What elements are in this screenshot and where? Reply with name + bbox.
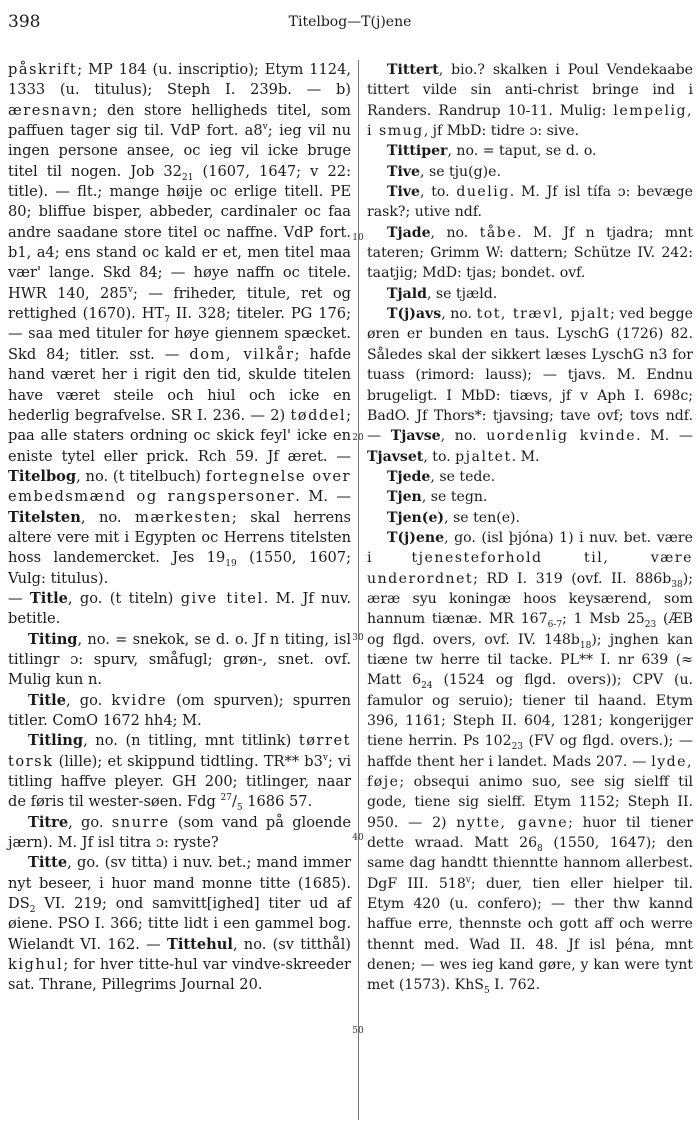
dictionary-entry: Titling, no. (n titling, mnt titlink) tørret torsk (lille); et skippund tidtling. TR** b3$^v$; vi titling haffve pleyer. GH 200; titlinger, naar de føris til wester-søen. Fdg $^{27}/_5$ 1686 57. — [8, 732, 351, 814]
line-number: 50 — [352, 1026, 364, 1036]
line-number: 10 — [352, 233, 364, 243]
dictionary-entry: Tjen, se tegn. — [387, 489, 488, 506]
right-column — [367, 60, 693, 996]
dictionary-entry: T(j)ene, go. (isl þjóna) 1) i nuv. bet. være i tjenesteforhold til, være underordnet; RD I. 319 (ovf. II. $886b_{38}$); æræ syu koningæ hoos keysærend, som hannum tiænæ. MR $167_{6-7}$; 1 Msb $25_{23}$ (ÆB og flgd. overs, ovf. IV. $148b_{18}$); jnghen kan tiæne tw herre til tacke. PL** I. nr 639 (≈ Matt $6_{24}$ (1524 og flgd. overs)); CPV (u. famulor og seruio); tiener til haand. Etym 396, 1161; Steph II. 604, 1281; kongerijger tiene herrin. Ps $102_{23}$ (FV og flgd. overs.); — haffde thent her i landet. Mads 207. — lyde, føje; obsequi animo suo, see sig sielff til gode, tiene sig sielff. Etym 1152; Steph II. 950. — 2) nytte, gavne; huor til tiener dette wraad. Matt $26_8$ (1550, 1647); den same dag handtt thienntte hannom allerbest. DgF III. 518$^v$; duer, tien eller hielper til. Etym 420 (u. confero); — ther thw kannd haffue erre, thennste och gott aff och werre thennt med. Wad II. 48. Jf isl þéna, mnt denen; — wes ieg kand gøre, y kan were tynt met (1573). KhS$_5$ I. 762. — [367, 529, 693, 997]
page-number: 398 — [8, 12, 41, 32]
left-column — [8, 60, 351, 996]
dictionary-entry: Tjade, no. tåbe. M. Jf n tjadra; mnt tateren; Grimm W: dattern; Schütze IV. 242: taatjig; MdD: tjas; bondet. ovf. — [367, 224, 694, 282]
dictionary-entry: Tittert, bio.? skalken i Poul Vendekaabe tittert vilde sin anti-christ bringe ind i Randers. Randrup 10-11. Mulig: lempelig, i smug, jf MbD: tidre ɔ: sive. — [367, 62, 693, 140]
dictionary-entry: Tjede, se tede. — [387, 468, 496, 485]
column-divider — [358, 60, 359, 1120]
dictionary-entry: — Title, go. (t titeln) give titel. M. Jf nuv. betitle. — [8, 589, 352, 628]
dictionary-entry: Tive, to. duelig. M. Jf isl tífa ɔ: bevæge rask?; utive ndf. — [367, 184, 693, 221]
dictionary-entry: Titte, go. (sv titta) i nuv. bet.; mand immer nyt beseer, i huor mand monne titte (1685). $DS_2$ VI. 219; ond samvitt[ighed] titer ud af øiene. PSO I. 366; titte lidt i een gammel bog. Wielandt VI. 162. — Tittehul, no. (sv titthål) kighul; for hver titte-hul var vindve-skreeder sat. Thrane, Pillegrims Journal 20. — [8, 854, 351, 994]
dictionary-entry: T(j)avs, no. tot, trævl, pjalt; ved begge øren er bunden en taus. LyschG (1726) 82. Således skal der sikkert læses LyschG n3 for tuass (rimord: lauss); — tjavs. M. Endnu brugeligt. I MbD: tiævs, jf v Aph I. 698c; BadO. Jf Thors*: tjavsing; tave ovf; tovs ndf. — Tjavse, no. uordenlig kvinde. M. — Tjavset, to. pjaltet. M. — [367, 306, 693, 465]
dictionary-entry: Tjald, se tjæld. — [387, 285, 498, 302]
dictionary-entry: Titre, go. snurre (som vand på gloende jærn). M. Jf isl titra ɔ: ryste? — [8, 813, 352, 852]
line-number: 30 — [352, 633, 364, 643]
line-number: 40 — [352, 833, 364, 843]
dictionary-entry: Title, go. kvidre (om spurven); spurren titler. ComO 1672 hh4; M. — [8, 691, 351, 729]
page-header — [8, 10, 692, 36]
dictionary-entry: Tive, se tju(g)e. — [387, 163, 501, 180]
line-number: 20 — [352, 433, 364, 443]
running-head: Titelbog—T(j)ene — [288, 14, 412, 30]
dictionary-entry: påskrift; MP 184 (u. inscriptio); Etym 1124, 1333 (u. titulus); Steph I. 239b. — b) æresnavn; den store helligheds titel, som paffuen tager sig til. VdP fort. a8$^v$; ieg vil nu ingen persone ansee, oc ieg vil icke bruge titel til nogen. Job $32_{21}$ (1607, 1647; v 22: title). — flt.; mange høije oc erlige titell. PE 80; bliffue bisper, abbeder, cardinaler oc faa andre saadane store titel oc naffne. VdP fort. b1, a4; ens stand oc kald er et, men titel maa vær' lange. Skd 84; — høye naffn oc titele. HWR 140, 285$^v$; — friheder, titule, ret og rettighed (1670). $HT_7$ II. 328; titeler. PG 176; — saa med tituler for høye giennem spæcket. Skd 84; titler. sst. — dom, vilkår; hafde hand været her i rigit den tid, skulde titelen have været steile och hiul och icke en hederlig begrafvelse. SR I. 236. — 2) tøddel; paa alle staters ordning oc skick feyl' icke en eniste tytel eller prick. Rch 59. Jf æret. — Titelbog, no. (t titelbuch) fortegnelse over embedsmænd og rangspersoner. M. — Titelsten, no. mærkesten; skal herrens altere vere mit i Egypten oc Herrens titelsten hoss landemercket. Jes $19_{19}$ (1550, 1607; Vulg: titulus). — [8, 61, 352, 587]
dictionary-entry: Titing, no. = snekok, se d. o. Jf n titing, isl titlingr ɔ: spurv, småfugl; grøn-, snet. ovf. Mulig kun n. — [8, 630, 351, 689]
dictionary-entry: Tjen(e), se ten(e). — [387, 509, 521, 526]
dictionary-entry: Tittiper, no. = taput, se d. o. — [387, 143, 597, 160]
